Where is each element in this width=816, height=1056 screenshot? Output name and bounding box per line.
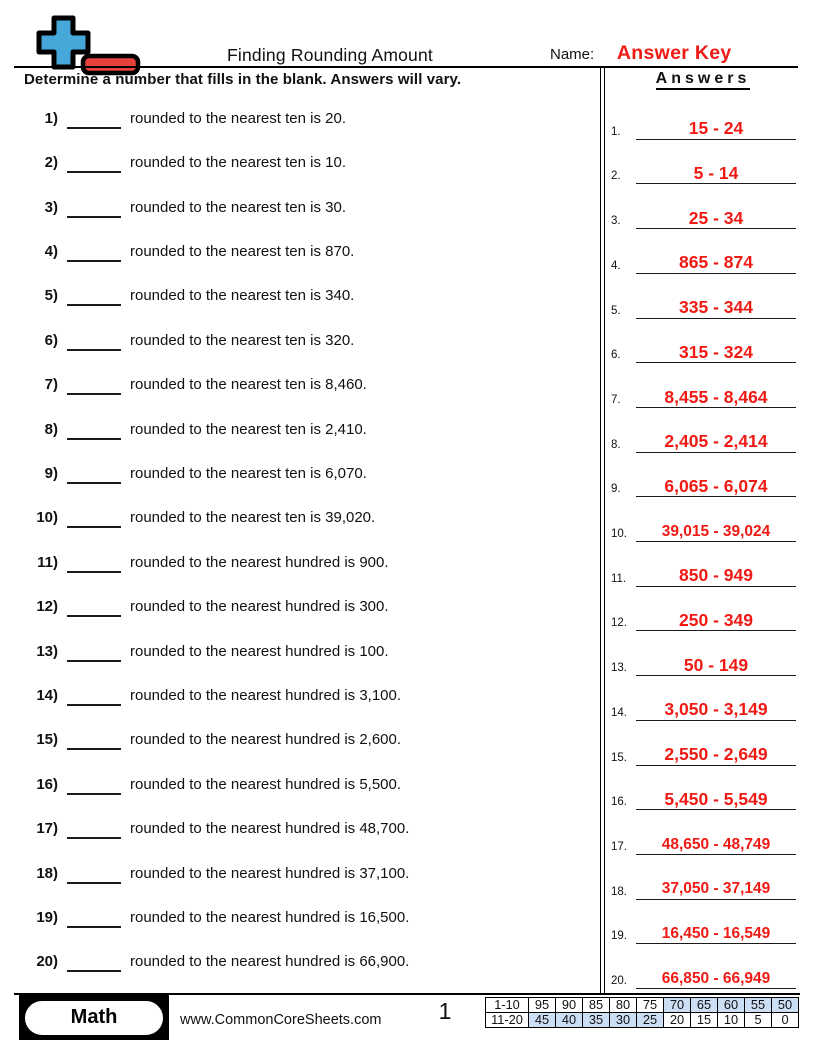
- website-text: www.CommonCoreSheets.com: [180, 1012, 382, 1028]
- question-number: 4): [44, 242, 58, 260]
- question-text: rounded to the nearest ten is 20.: [130, 109, 346, 127]
- question-text: rounded to the nearest hundred is 2,600.: [130, 731, 402, 749]
- page-title: Finding Rounding Amount: [227, 45, 433, 65]
- answer-row: [611, 542, 796, 587]
- fill-in-blank[interactable]: [67, 289, 121, 306]
- question-number: 7): [44, 376, 58, 394]
- page-number: 1: [438, 998, 452, 1024]
- header-divider: [14, 66, 798, 68]
- answer-row: [611, 944, 796, 989]
- question-text: rounded to the nearest ten is 340.: [130, 287, 355, 305]
- question-number: 8): [44, 420, 58, 438]
- answer-value: 5 - 14: [636, 164, 796, 184]
- grading-cell: 20: [664, 1013, 691, 1028]
- answer-row: [611, 95, 796, 140]
- question-text: rounded to the nearest ten is 2,410.: [130, 420, 367, 438]
- answer-value: 3,050 - 3,149: [636, 700, 796, 720]
- subject-badge: [19, 995, 169, 1040]
- fill-in-blank[interactable]: [67, 822, 121, 839]
- question-number: 20): [36, 953, 58, 971]
- question-row: [24, 895, 594, 939]
- fill-in-blank[interactable]: [67, 645, 121, 662]
- fill-in-blank[interactable]: [67, 423, 121, 440]
- answer-number: 11.: [611, 572, 627, 585]
- fill-in-blank[interactable]: [67, 911, 121, 928]
- question-text: rounded to the nearest ten is 39,020.: [130, 509, 376, 527]
- answer-number: 14.: [611, 706, 627, 719]
- answer-row: [611, 408, 796, 453]
- answer-row: [611, 453, 796, 498]
- answer-value: 250 - 349: [636, 611, 796, 631]
- question-text: rounded to the nearest ten is 6,070.: [130, 464, 367, 482]
- question-number: 9): [44, 464, 58, 482]
- question-row: [24, 229, 594, 273]
- question-text: rounded to the nearest hundred is 5,500.: [130, 775, 402, 793]
- question-text: rounded to the nearest ten is 30.: [130, 198, 346, 216]
- answer-row: [611, 319, 796, 364]
- grading-cell: 90: [556, 998, 583, 1013]
- answer-number: 19.: [611, 930, 627, 943]
- question-text: rounded to the nearest hundred is 300.: [130, 598, 389, 616]
- answers-column: [611, 95, 796, 989]
- question-number: 15): [36, 731, 58, 749]
- question-number: 16): [36, 775, 58, 793]
- grading-scale-table: [485, 997, 799, 1028]
- answer-value: 8,455 - 8,464: [636, 388, 796, 408]
- question-number: 11): [37, 553, 58, 571]
- grading-cell: 15: [691, 1013, 718, 1028]
- grading-cell: 50: [772, 998, 799, 1013]
- question-row: [24, 318, 594, 362]
- question-text: rounded to the nearest hundred is 100.: [130, 642, 389, 660]
- answer-number: 4.: [611, 259, 621, 272]
- question-row: [24, 96, 594, 140]
- grading-row-label: 11-20: [486, 1013, 529, 1028]
- grading-cell: 60: [718, 998, 745, 1013]
- question-text: rounded to the nearest hundred is 16,500.: [130, 909, 410, 927]
- fill-in-blank[interactable]: [67, 689, 121, 706]
- fill-in-blank[interactable]: [67, 733, 121, 750]
- answer-row: [611, 855, 796, 900]
- answer-number: 20.: [611, 975, 627, 988]
- answer-value: 66,850 - 66,949: [636, 971, 796, 989]
- fill-in-blank[interactable]: [67, 245, 121, 262]
- answer-number: 3.: [611, 215, 621, 228]
- question-row: [24, 629, 594, 673]
- question-number: 2): [44, 154, 58, 172]
- question-number: 3): [44, 198, 58, 216]
- answer-row: [611, 363, 796, 408]
- grading-cell: 95: [529, 998, 556, 1013]
- fill-in-blank[interactable]: [67, 867, 121, 884]
- subject-badge-label: Math: [24, 1000, 164, 1036]
- grading-cell: 75: [637, 998, 664, 1013]
- answer-number: 6.: [611, 349, 621, 362]
- question-row: [24, 362, 594, 406]
- grading-cell: 30: [610, 1013, 637, 1028]
- fill-in-blank[interactable]: [67, 467, 121, 484]
- question-text: rounded to the nearest ten is 320.: [130, 331, 355, 349]
- grading-cell: 85: [583, 998, 610, 1013]
- fill-in-blank[interactable]: [67, 112, 121, 129]
- question-row: [24, 540, 594, 584]
- question-row: [24, 673, 594, 717]
- grading-cell: 55: [745, 998, 772, 1013]
- name-label: Name:: [550, 46, 595, 63]
- question-text: rounded to the nearest hundred is 48,700.: [130, 820, 410, 838]
- question-row: [24, 407, 594, 451]
- answer-row: [611, 140, 796, 185]
- grading-row: [486, 1013, 799, 1028]
- question-row: [24, 718, 594, 762]
- grading-cell: 10: [718, 1013, 745, 1028]
- answer-row: [611, 229, 796, 274]
- answer-number: 16.: [611, 796, 627, 809]
- grading-cell: 70: [664, 998, 691, 1013]
- grading-cell: 35: [583, 1013, 610, 1028]
- question-number: 1): [44, 109, 58, 127]
- fill-in-blank[interactable]: [67, 378, 121, 395]
- answer-value: 335 - 344: [636, 298, 796, 318]
- answer-row: [611, 274, 796, 319]
- question-row: [24, 940, 594, 984]
- question-row: [24, 185, 594, 229]
- question-number: 10): [36, 509, 58, 527]
- fill-in-blank[interactable]: [67, 156, 121, 173]
- fill-in-blank[interactable]: [67, 778, 121, 795]
- question-number: 19): [36, 909, 58, 927]
- question-text: rounded to the nearest ten is 10.: [130, 154, 346, 172]
- answer-row: [611, 766, 796, 811]
- fill-in-blank[interactable]: [67, 511, 121, 528]
- grading-row: [486, 998, 799, 1013]
- answer-row: [611, 184, 796, 229]
- answer-number: 5.: [611, 304, 621, 317]
- fill-in-blank[interactable]: [67, 556, 121, 573]
- answer-row: [611, 676, 796, 721]
- answer-number: 15.: [611, 751, 627, 764]
- question-row: [24, 451, 594, 495]
- question-row: [24, 274, 594, 318]
- grading-cell: 5: [745, 1013, 772, 1028]
- answer-row: [611, 900, 796, 945]
- question-row: [24, 496, 594, 540]
- answer-value: 15 - 24: [636, 119, 796, 139]
- question-text: rounded to the nearest hundred is 66,900.: [130, 953, 410, 971]
- question-number: 13): [36, 642, 58, 660]
- answer-number: 7.: [611, 393, 621, 406]
- question-number: 6): [44, 331, 58, 349]
- answer-value: 865 - 874: [636, 253, 796, 273]
- answer-number: 13.: [611, 662, 627, 675]
- question-text: rounded to the nearest hundred is 900.: [130, 553, 389, 571]
- grading-cell: 65: [691, 998, 718, 1013]
- grading-cell: 0: [772, 1013, 799, 1028]
- question-number: 12): [36, 598, 58, 616]
- grading-cell: 40: [556, 1013, 583, 1028]
- answer-value: 37,050 - 37,149: [636, 881, 796, 899]
- questions-column: [24, 96, 594, 984]
- question-number: 14): [36, 686, 58, 704]
- answer-number: 9.: [611, 483, 621, 496]
- answer-key-label: Answer Key: [616, 42, 732, 64]
- answer-value: 25 - 34: [636, 209, 796, 229]
- fill-in-blank[interactable]: [67, 201, 121, 218]
- answer-value: 315 - 324: [636, 343, 796, 363]
- question-text: rounded to the nearest ten is 870.: [130, 242, 355, 260]
- answer-value: 850 - 949: [636, 566, 796, 586]
- answer-number: 1.: [611, 125, 621, 138]
- answer-value: 5,450 - 5,549: [636, 790, 796, 810]
- answer-value: 50 - 149: [636, 656, 796, 676]
- plus-icon: [39, 18, 88, 67]
- name-area: [550, 42, 754, 65]
- question-row: [24, 140, 594, 184]
- answer-row: [611, 810, 796, 855]
- answer-number: 12.: [611, 617, 627, 630]
- instruction-text: Determine a number that fills in the blank. Answers will vary.: [24, 71, 462, 88]
- answer-number: 18.: [611, 885, 627, 898]
- answer-value: 39,015 - 39,024: [636, 524, 796, 542]
- question-text: rounded to the nearest ten is 8,460.: [130, 376, 367, 394]
- grading-row-label: 1-10: [486, 998, 529, 1013]
- fill-in-blank[interactable]: [67, 600, 121, 617]
- answer-value: 6,065 - 6,074: [636, 477, 796, 497]
- answer-number: 17.: [611, 840, 627, 853]
- answer-row: [611, 497, 796, 542]
- question-row: [24, 851, 594, 895]
- question-number: 18): [36, 864, 58, 882]
- question-row: [24, 584, 594, 628]
- answer-value: 16,450 - 16,549: [636, 926, 796, 944]
- grading-cell: 80: [610, 998, 637, 1013]
- answer-value: 2,550 - 2,649: [636, 745, 796, 765]
- column-separator: [600, 67, 605, 994]
- answer-value: 2,405 - 2,414: [636, 432, 796, 452]
- question-number: 5): [44, 287, 58, 305]
- answer-row: [611, 587, 796, 632]
- question-number: 17): [36, 820, 58, 838]
- question-row: [24, 762, 594, 806]
- question-text: rounded to the nearest hundred is 37,100.: [130, 864, 410, 882]
- answer-row: [611, 721, 796, 766]
- question-text: rounded to the nearest hundred is 3,100.: [130, 686, 402, 704]
- answer-number: 10.: [611, 528, 627, 541]
- grading-cell: 25: [637, 1013, 664, 1028]
- question-row: [24, 807, 594, 851]
- answer-value: 48,650 - 48,749: [636, 837, 796, 855]
- answer-number: 8.: [611, 438, 621, 451]
- grading-cell: 45: [529, 1013, 556, 1028]
- answer-number: 2.: [611, 170, 621, 183]
- fill-in-blank[interactable]: [67, 334, 121, 351]
- answers-heading: Answers: [610, 70, 796, 88]
- fill-in-blank[interactable]: [67, 955, 121, 972]
- answer-row: [611, 631, 796, 676]
